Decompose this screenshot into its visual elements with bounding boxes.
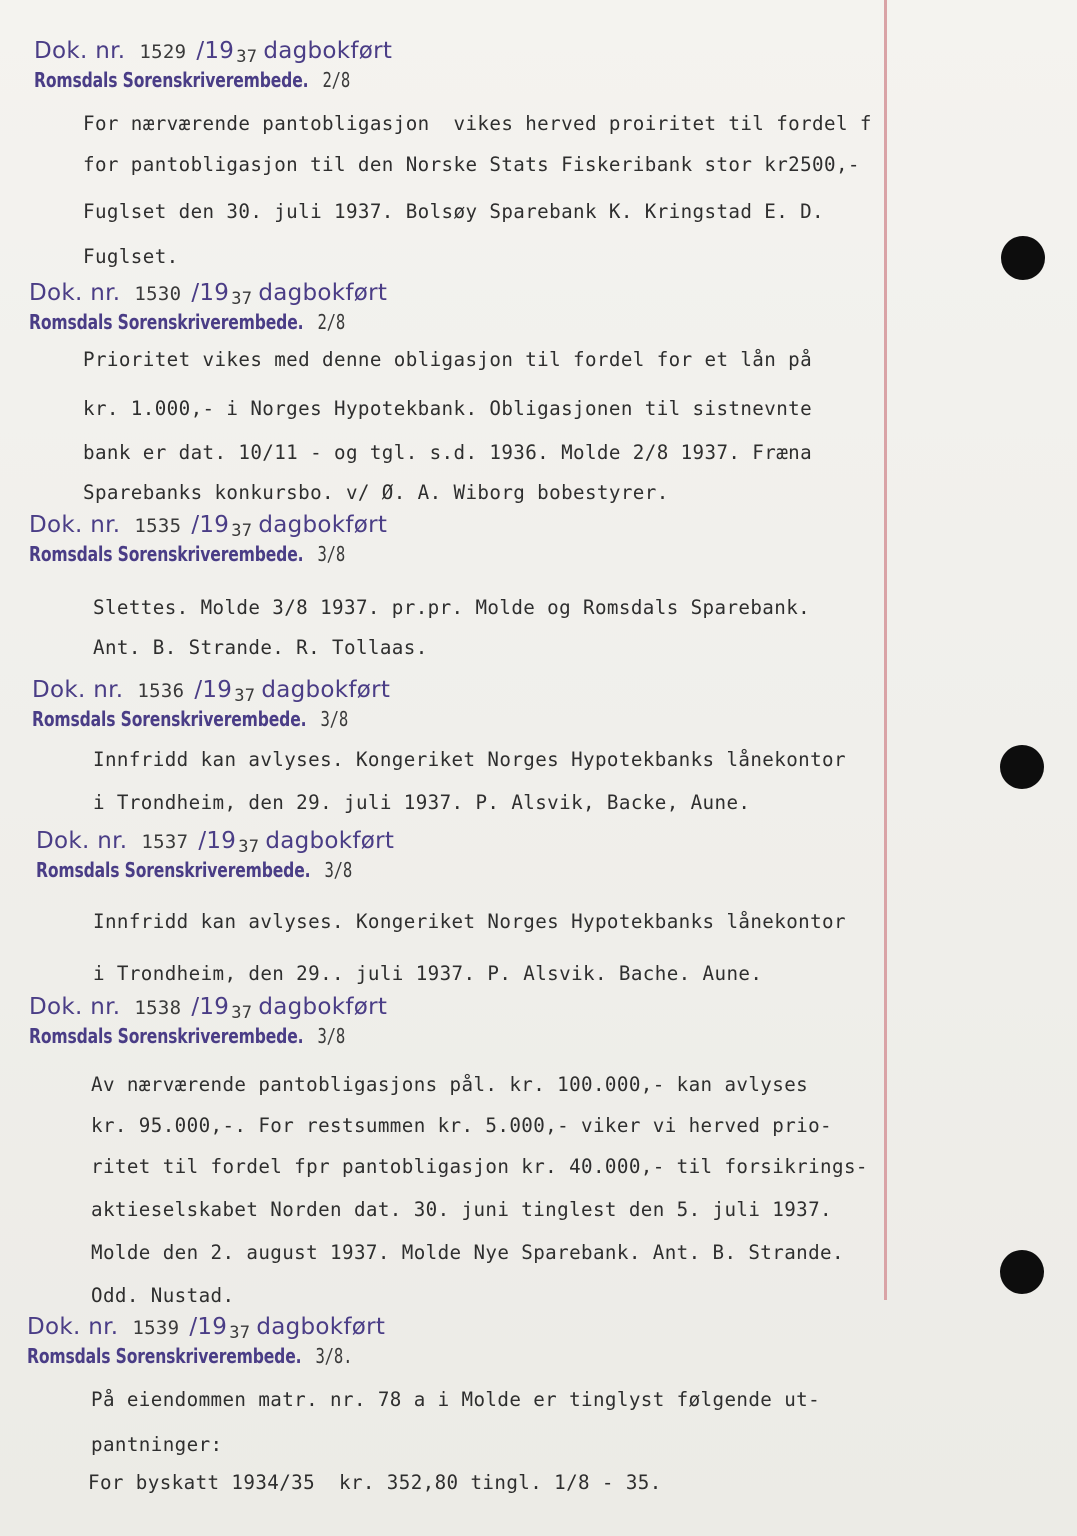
year-suffix: 37 xyxy=(234,686,256,706)
office-name: Romsdals Sorenskriverembede. xyxy=(34,68,309,92)
office-name: Romsdals Sorenskriverembede. xyxy=(32,707,307,731)
dok-label: Dok. nr. xyxy=(27,1314,119,1340)
doc-number: 1537 xyxy=(141,831,189,853)
entry-text-line: Prioritet vikes med denne obligasjon til fordel for et lån på xyxy=(83,348,813,371)
entry-date: 3/8 xyxy=(320,707,349,731)
doc-number: 1538 xyxy=(134,997,182,1019)
entry-text-line: Molde den 2. august 1937. Molde Nye Sparebank. Ant. B. Strande. xyxy=(91,1241,844,1264)
entry-text-line: aktieselskabet Norden dat. 30. juni tinglest den 5. juli 1937. xyxy=(91,1198,833,1221)
year-suffix: 37 xyxy=(231,289,253,309)
entry-date: 2/8 xyxy=(317,310,346,334)
doc-number: 1530 xyxy=(134,283,182,305)
entry-text-line: Sparebanks konkursbo. v/ Ø. A. Wiborg bobestyrer. xyxy=(83,481,669,504)
punch-hole xyxy=(1000,745,1044,789)
margin-rule xyxy=(884,0,887,1300)
year-suffix: 37 xyxy=(231,521,253,541)
status-text: dagbokført xyxy=(265,828,395,854)
status-text: dagbokført xyxy=(258,994,388,1020)
slash-year: /19 xyxy=(189,1314,228,1340)
dok-label: Dok. nr. xyxy=(29,994,121,1020)
entry-text-line: Innfridd kan avlyses. Kongeriket Norges Hypotekbanks lånekontor xyxy=(93,910,846,933)
entry-text-line: pantninger: xyxy=(91,1433,223,1456)
status-text: dagbokført xyxy=(258,280,388,306)
office-name: Romsdals Sorenskriverembede. xyxy=(29,542,304,566)
office-name: Romsdals Sorenskriverembede. xyxy=(29,1024,304,1048)
year-suffix: 37 xyxy=(236,47,258,67)
entry-date: 3/8 xyxy=(317,542,346,566)
status-text: dagbokført xyxy=(263,38,393,64)
dok-label: Dok. nr. xyxy=(29,512,121,538)
entry-date: 2/8 xyxy=(322,68,351,92)
entry-text-line: bank er dat. 10/11 - og tgl. s.d. 1936. Molde 2/8 1937. Fræna xyxy=(83,441,813,464)
entry-text-line: Fuglset. xyxy=(83,245,179,268)
entry-text-line: for pantobligasjon til den Norske Stats Fiskeribank stor kr2500,- xyxy=(83,153,860,176)
office-name: Romsdals Sorenskriverembede. xyxy=(29,310,304,334)
dok-label: Dok. nr. xyxy=(29,280,121,306)
year-suffix: 37 xyxy=(229,1323,251,1343)
slash-year: /19 xyxy=(191,280,230,306)
dok-label: Dok. nr. xyxy=(32,677,124,703)
entry-date: 3/8 xyxy=(324,858,353,882)
entry-text-line: For nærværende pantobligasjon vikes herved proiritet til fordel f xyxy=(83,112,872,135)
slash-year: /19 xyxy=(194,677,233,703)
doc-number: 1529 xyxy=(139,41,187,63)
doc-number: 1536 xyxy=(137,680,185,702)
entry-date: 3/8. xyxy=(315,1344,353,1368)
status-text: dagbokført xyxy=(258,512,388,538)
punch-hole xyxy=(1001,236,1045,280)
entry-text-line: Ant. B. Strande. R. Tollaas. xyxy=(93,636,428,659)
status-text: dagbokført xyxy=(261,677,391,703)
entry-text-line: Odd. Nustad. xyxy=(91,1284,235,1307)
entry-date: 3/8 xyxy=(317,1024,346,1048)
entry-text-line: På eiendommen matr. nr. 78 a i Molde er tinglyst følgende ut- xyxy=(91,1388,821,1411)
entry-text-line: Av nærværende pantobligasjons pål. kr. 100.000,- kan avlyses xyxy=(91,1073,809,1096)
office-name: Romsdals Sorenskriverembede. xyxy=(27,1344,302,1368)
doc-number: 1539 xyxy=(132,1317,180,1339)
slash-year: /19 xyxy=(196,38,235,64)
entry-text-line: i Trondheim, den 29.. juli 1937. P. Alsvik. Bache. Aune. xyxy=(93,962,763,985)
slash-year: /19 xyxy=(191,512,230,538)
entry-text-line: For byskatt 1934/35 kr. 352,80 tingl. 1/8 - 35. xyxy=(88,1471,662,1494)
entry-text-line: ritet til fordel fpr pantobligasjon kr. 40.000,- til forsikrings- xyxy=(91,1155,868,1178)
status-text: dagbokført xyxy=(256,1314,386,1340)
punch-hole xyxy=(1000,1250,1044,1294)
dok-label: Dok. nr. xyxy=(34,38,126,64)
entry-text-line: kr. 95.000,-. For restsummen kr. 5.000,- viker vi herved prio- xyxy=(91,1114,833,1137)
year-suffix: 37 xyxy=(231,1003,253,1023)
entry-text-line: i Trondheim, den 29. juli 1937. P. Alsvik, Backe, Aune. xyxy=(93,791,751,814)
entry-text-line: Innfridd kan avlyses. Kongeriket Norges Hypotekbanks lånekontor xyxy=(93,748,846,771)
entry-text-line: Fuglset den 30. juli 1937. Bolsøy Sparebank K. Kringstad E. D. xyxy=(83,200,825,223)
slash-year: /19 xyxy=(198,828,237,854)
slash-year: /19 xyxy=(191,994,230,1020)
year-suffix: 37 xyxy=(238,837,260,857)
dok-label: Dok. nr. xyxy=(36,828,128,854)
doc-number: 1535 xyxy=(134,515,182,537)
entry-text-line: Slettes. Molde 3/8 1937. pr.pr. Molde og Romsdals Sparebank. xyxy=(93,596,811,619)
office-name: Romsdals Sorenskriverembede. xyxy=(36,858,311,882)
entry-text-line: kr. 1.000,- i Norges Hypotekbank. Obligasjonen til sistnevnte xyxy=(83,397,813,420)
